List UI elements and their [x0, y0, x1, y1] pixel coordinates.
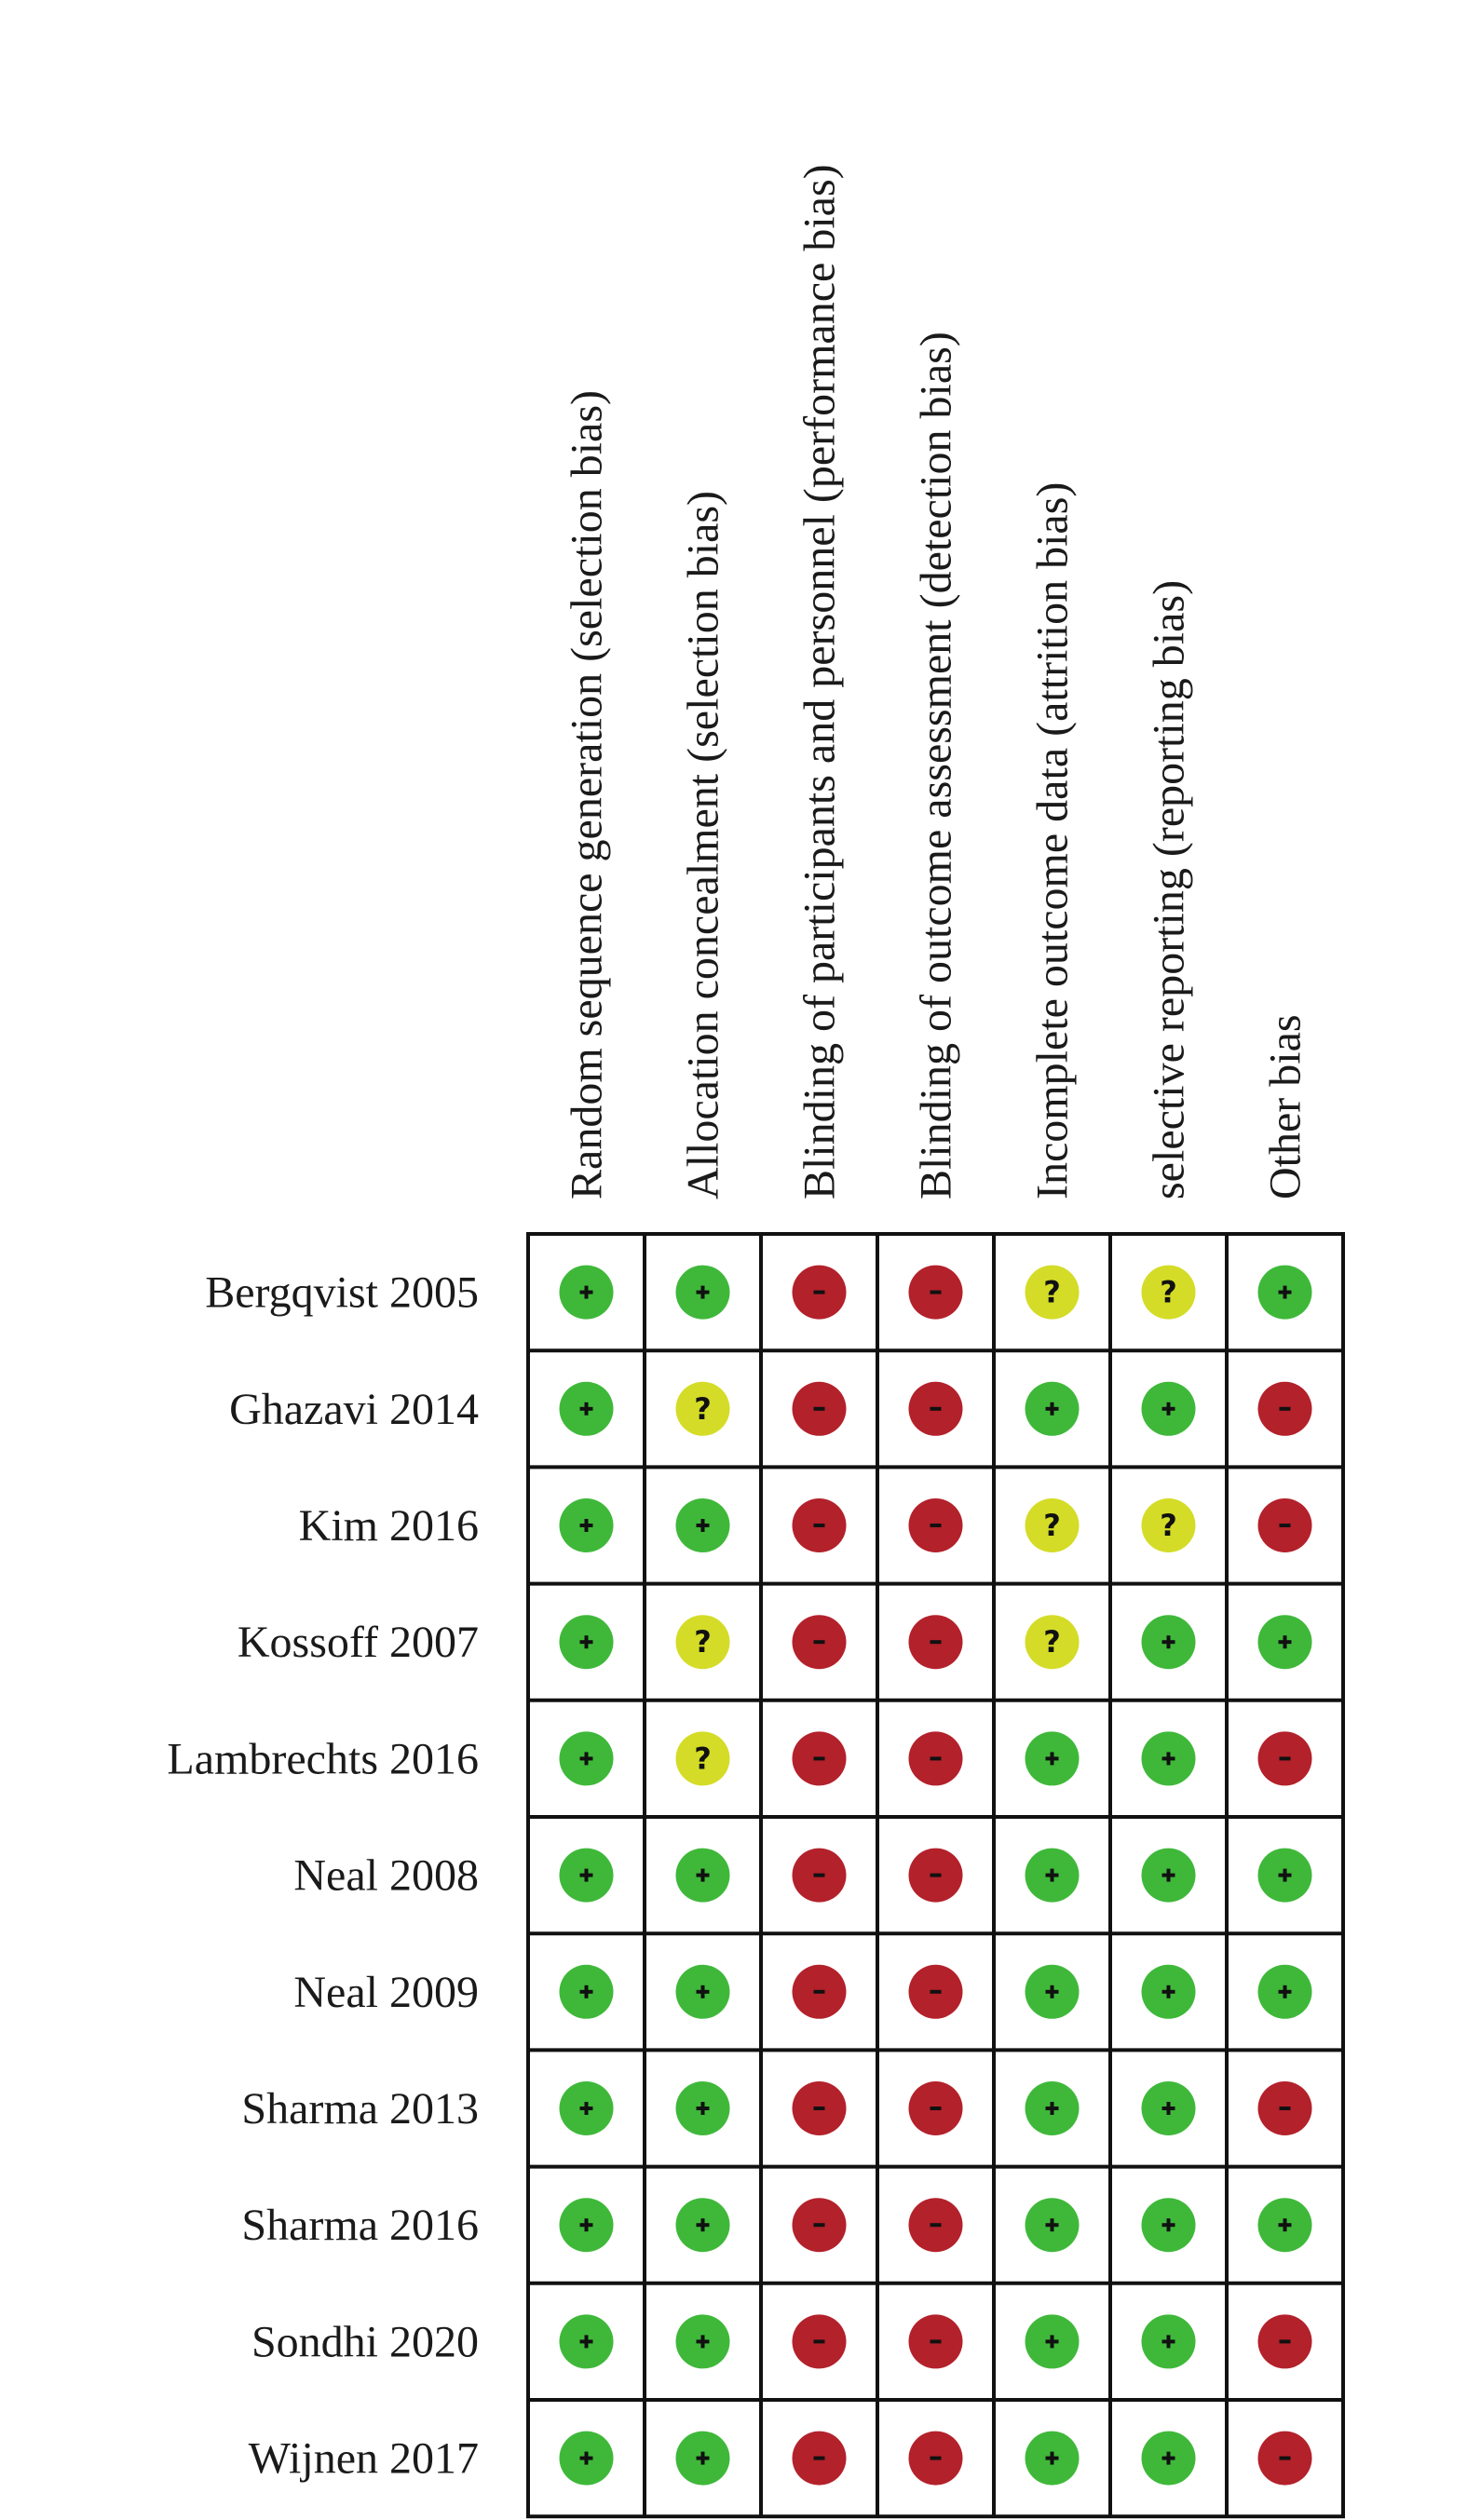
judgement-low-risk	[1142, 1965, 1196, 2019]
column-label: Incomplete outcome data (attrition bias)	[1027, 481, 1078, 1199]
judgement-high-risk	[1258, 2314, 1312, 2368]
plus-icon	[701, 1519, 705, 1532]
judgement-low-risk	[676, 2081, 730, 2135]
judgement-low-risk	[1026, 1382, 1080, 1436]
question-icon: ?	[1160, 1508, 1177, 1543]
judgement-high-risk	[909, 2314, 963, 2368]
judgement-low-risk	[1258, 1266, 1312, 1320]
plus-icon	[585, 2452, 589, 2465]
judgement-high-risk	[909, 2198, 963, 2252]
minus-icon	[1280, 1756, 1291, 1760]
judgement-high-risk	[909, 1382, 963, 1436]
plus-icon	[1051, 1869, 1054, 1882]
plus-icon	[1051, 2102, 1054, 2115]
judgement-low-risk	[1026, 1965, 1080, 2019]
plus-icon	[701, 2218, 705, 2231]
judgement-low-risk	[560, 1382, 614, 1436]
plus-icon	[1167, 1402, 1171, 1416]
minus-icon	[1280, 1524, 1291, 1527]
question-icon: ?	[694, 1741, 712, 1777]
minus-icon	[814, 2223, 825, 2227]
plus-icon	[585, 1286, 589, 1299]
minus-icon	[930, 1640, 942, 1644]
judgement-high-risk	[793, 1266, 847, 1320]
judgement-low-risk	[1142, 2081, 1196, 2135]
judgement-high-risk	[909, 1849, 963, 1903]
plus-icon	[1051, 2452, 1054, 2465]
judgement-high-risk	[909, 1965, 963, 2019]
column-label: Blinding of outcome assessment (detection bias)	[911, 332, 961, 1199]
column-labels	[563, 164, 1311, 1199]
judgement-high-risk	[1258, 1731, 1312, 1785]
plus-icon	[701, 1985, 705, 1998]
plus-icon	[701, 2452, 705, 2465]
plus-icon	[1284, 1635, 1287, 1648]
plus-icon	[1284, 1985, 1287, 1998]
judgement-low-risk	[676, 2198, 730, 2252]
question-icon: ?	[1043, 1624, 1061, 1660]
plus-icon	[1167, 1635, 1171, 1648]
minus-icon	[1280, 1407, 1291, 1411]
judgement-unclear-risk	[1026, 1498, 1080, 1552]
minus-icon	[930, 1990, 942, 1994]
judgement-low-risk	[676, 2432, 730, 2486]
plus-icon	[585, 1869, 589, 1882]
plus-icon	[1167, 2102, 1171, 2115]
judgement-low-risk	[560, 1498, 614, 1552]
judgement-low-risk	[560, 2314, 614, 2368]
column-label: Blinding of participants and personnel (performance bias)	[795, 164, 845, 1199]
judgement-high-risk	[793, 2432, 847, 2486]
plus-icon	[585, 2335, 589, 2348]
plus-icon	[701, 2335, 705, 2348]
question-icon: ?	[694, 1624, 712, 1660]
row-label: Bergqvist 2005	[205, 1267, 479, 1318]
minus-icon	[814, 1524, 825, 1527]
minus-icon	[930, 1756, 942, 1760]
question-icon: ?	[694, 1390, 712, 1427]
judgement-high-risk	[793, 2081, 847, 2135]
plus-icon	[1051, 2335, 1054, 2348]
judgement-low-risk	[1026, 2432, 1080, 2486]
row-label: Lambrechts 2016	[167, 1734, 479, 1784]
row-label: Kim 2016	[298, 1501, 479, 1551]
minus-icon	[814, 1874, 825, 1877]
judgement-low-risk	[1142, 1382, 1196, 1436]
row-label: Wijnen 2017	[248, 2433, 479, 2484]
judgement-high-risk	[793, 1382, 847, 1436]
plus-icon	[1284, 2218, 1287, 2231]
plus-icon	[585, 1519, 589, 1532]
minus-icon	[814, 1990, 825, 1994]
row-label: Neal 2008	[293, 1850, 479, 1901]
column-label: Other bias	[1260, 1014, 1311, 1199]
judgement-low-risk	[560, 1849, 614, 1903]
judgement-high-risk	[793, 1731, 847, 1785]
plus-icon	[585, 2102, 589, 2115]
judgement-high-risk	[909, 1266, 963, 1320]
plus-icon	[1167, 2218, 1171, 2231]
row-label: Sharma 2016	[241, 2201, 479, 2251]
judgement-high-risk	[793, 1498, 847, 1552]
row-label: Kossoff 2007	[237, 1618, 479, 1668]
judgement-high-risk	[909, 2081, 963, 2135]
minus-icon	[814, 2107, 825, 2110]
judgement-high-risk	[1258, 1382, 1312, 1436]
plus-icon	[1051, 1752, 1054, 1765]
row-labels	[167, 1268, 479, 2484]
plus-icon	[1284, 1869, 1287, 1882]
judgement-low-risk	[1142, 2198, 1196, 2252]
judgement-low-risk	[676, 1266, 730, 1320]
plus-icon	[1167, 1752, 1171, 1765]
minus-icon	[930, 1874, 942, 1877]
column-label: Random sequence generation (selection bias)	[562, 389, 612, 1199]
judgement-cells	[560, 1266, 1312, 2486]
judgement-unclear-risk	[1026, 1266, 1080, 1320]
judgement-low-risk	[676, 1849, 730, 1903]
minus-icon	[930, 2339, 942, 2343]
judgement-low-risk	[1026, 1731, 1080, 1785]
judgement-high-risk	[909, 1731, 963, 1785]
plus-icon	[701, 2102, 705, 2115]
judgement-unclear-risk	[676, 1615, 730, 1669]
judgement-high-risk	[793, 1965, 847, 2019]
plus-icon	[585, 1402, 589, 1416]
judgement-low-risk	[676, 1965, 730, 2019]
judgement-low-risk	[1258, 1849, 1312, 1903]
minus-icon	[1280, 2457, 1291, 2460]
judgement-unclear-risk	[1142, 1266, 1196, 1320]
judgement-low-risk	[1142, 2432, 1196, 2486]
judgement-unclear-risk	[676, 1382, 730, 1436]
minus-icon	[814, 2339, 825, 2343]
plus-icon	[1284, 1286, 1287, 1299]
judgement-low-risk	[560, 1965, 614, 2019]
judgement-high-risk	[1258, 2081, 1312, 2135]
judgement-low-risk	[1142, 1615, 1196, 1669]
judgement-unclear-risk	[1142, 1498, 1196, 1552]
plus-icon	[1051, 1402, 1054, 1416]
plus-icon	[1167, 1985, 1171, 1998]
column-label: selective reporting (reporting bias)	[1144, 579, 1194, 1199]
plus-icon	[585, 1985, 589, 1998]
minus-icon	[814, 2457, 825, 2460]
plus-icon	[585, 1635, 589, 1648]
judgement-high-risk	[909, 1615, 963, 1669]
judgement-high-risk	[909, 2432, 963, 2486]
minus-icon	[930, 1291, 942, 1294]
judgement-low-risk	[1258, 1615, 1312, 1669]
judgement-low-risk	[1026, 2081, 1080, 2135]
minus-icon	[814, 1756, 825, 1760]
judgement-unclear-risk	[1026, 1615, 1080, 1669]
judgement-high-risk	[1258, 1498, 1312, 1552]
minus-icon	[930, 2223, 942, 2227]
row-label: Sharma 2013	[241, 2084, 479, 2134]
row-label: Ghazavi 2014	[229, 1384, 479, 1434]
judgement-high-risk	[909, 1498, 963, 1552]
minus-icon	[930, 2457, 942, 2460]
row-label: Sondhi 2020	[251, 2317, 479, 2367]
column-label: Allocation concealment (selection bias)	[678, 490, 728, 1199]
row-label: Neal 2009	[293, 1967, 479, 2017]
plus-icon	[1051, 1985, 1054, 1998]
judgement-unclear-risk	[676, 1731, 730, 1785]
judgement-high-risk	[793, 1615, 847, 1669]
judgement-low-risk	[560, 2432, 614, 2486]
judgement-low-risk	[560, 2081, 614, 2135]
judgement-low-risk	[560, 1731, 614, 1785]
plus-icon	[701, 1869, 705, 1882]
question-icon: ?	[1043, 1508, 1061, 1543]
minus-icon	[814, 1640, 825, 1644]
judgement-high-risk	[793, 1849, 847, 1903]
plus-icon	[585, 2218, 589, 2231]
plus-icon	[1167, 2335, 1171, 2348]
minus-icon	[930, 2107, 942, 2110]
judgement-low-risk	[676, 1498, 730, 1552]
question-icon: ?	[1043, 1274, 1061, 1310]
minus-icon	[930, 1407, 942, 1411]
judgement-low-risk	[1258, 1965, 1312, 2019]
judgement-low-risk	[560, 1266, 614, 1320]
minus-icon	[1280, 2339, 1291, 2343]
judgement-low-risk	[1026, 2198, 1080, 2252]
judgement-low-risk	[1026, 1849, 1080, 1903]
judgement-low-risk	[1142, 2314, 1196, 2368]
minus-icon	[930, 1524, 942, 1527]
question-icon: ?	[1160, 1274, 1177, 1310]
minus-icon	[814, 1407, 825, 1411]
judgement-low-risk	[560, 1615, 614, 1669]
judgement-low-risk	[1026, 2314, 1080, 2368]
minus-icon	[814, 1291, 825, 1294]
plus-icon	[701, 1286, 705, 1299]
judgement-low-risk	[1258, 2198, 1312, 2252]
judgement-low-risk	[1142, 1849, 1196, 1903]
plus-icon	[1167, 2452, 1171, 2465]
judgement-high-risk	[1258, 2432, 1312, 2486]
judgement-low-risk	[1142, 1731, 1196, 1785]
plus-icon	[1167, 1869, 1171, 1882]
judgement-low-risk	[560, 2198, 614, 2252]
judgement-high-risk	[793, 2198, 847, 2252]
judgement-low-risk	[676, 2314, 730, 2368]
plus-icon	[585, 1752, 589, 1765]
minus-icon	[1280, 2107, 1291, 2110]
plus-icon	[1051, 2218, 1054, 2231]
judgement-high-risk	[793, 2314, 847, 2368]
